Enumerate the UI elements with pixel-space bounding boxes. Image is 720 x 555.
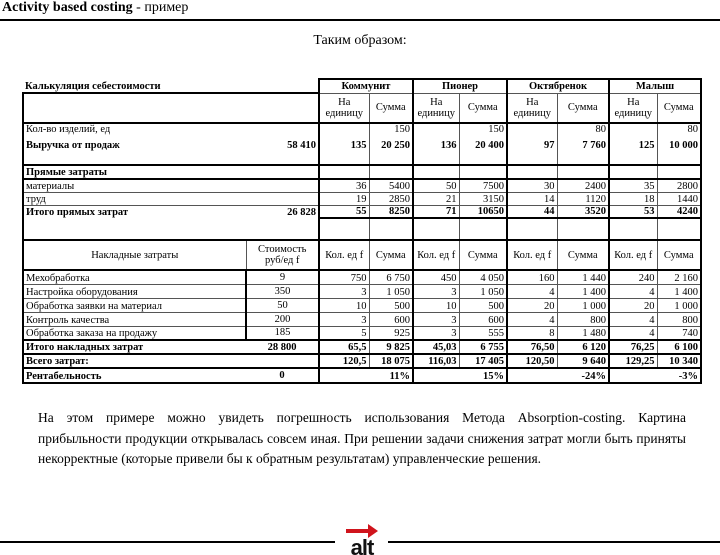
row-value: 71 [413,205,459,218]
row-label: труд [23,192,246,205]
row-value: 44 [507,205,557,218]
company-name: Коммунит [319,79,413,93]
row-value: 53 [609,205,657,218]
sum-header: Сумма [657,240,701,270]
table-row [23,368,701,383]
sum-header: Сумма [459,240,507,270]
row-value: 4 [609,312,657,326]
row-value: 3 [413,284,459,298]
row-value [369,151,413,165]
row-value: 7 760 [557,135,609,151]
row-value: 55 [319,205,369,218]
row-value: 1 000 [657,298,701,312]
row-value [319,151,369,165]
row-value: 125 [609,135,657,151]
row-value: 76,50 [507,340,557,354]
row-value: 4240 [657,205,701,218]
table-row [23,354,701,368]
row-value: 30 [507,179,557,192]
row-value: 800 [657,312,701,326]
spacer [319,218,369,240]
row-value: 35 [609,179,657,192]
row-total: 185 [246,326,319,340]
row-value [507,165,557,179]
row-value: 21 [413,192,459,205]
row-value: 14 [507,192,557,205]
footer-line-right [388,541,720,543]
row-value: 10 340 [657,354,701,368]
spacer [507,218,557,240]
row-value: 4 [507,284,557,298]
spacer [609,218,657,240]
row-value: 600 [459,312,507,326]
table-row [23,205,701,218]
row-label: материалы [23,179,246,192]
row-value: 1 050 [369,284,413,298]
row-label: Настройка оборудования [23,284,246,298]
row-value: 3 [319,284,369,298]
row-value [557,165,609,179]
row-value [609,123,657,135]
row-value: 2400 [557,179,609,192]
row-total: 200 [246,312,319,326]
row-value: 10 [319,298,369,312]
row-value: 20 [507,298,557,312]
table-row [23,179,701,192]
per-unit-header: На единицу [609,93,657,123]
table-row [23,165,701,179]
row-value [369,165,413,179]
row-value [459,151,507,165]
row-value: 4 [609,326,657,340]
row-value: 1440 [657,192,701,205]
sum-header: Сумма [557,93,609,123]
company-name: Пионер [413,79,507,93]
row-value: 10650 [459,205,507,218]
row-value: -24% [557,368,609,383]
row-value: 80 [657,123,701,135]
row-value [657,165,701,179]
row-value: 50 [413,179,459,192]
spacer [459,218,507,240]
row-value: 4 050 [459,270,507,284]
alt-logo [344,522,380,555]
row-value: 6 120 [557,340,609,354]
row-total: 50 [246,298,319,312]
row-total [246,165,319,179]
row-value: 36 [319,179,369,192]
row-label: Рентабельность [23,368,246,383]
slide-title [2,0,188,16]
row-value: 135 [319,135,369,151]
row-total [246,123,319,135]
table-row [23,270,701,284]
row-value: 7500 [459,179,507,192]
row-value: 1120 [557,192,609,205]
row-value [609,368,657,383]
row-value [319,368,369,383]
row-value [507,151,557,165]
row-value [507,368,557,383]
row-label: Контроль качества [23,312,246,326]
row-value: 3 [413,312,459,326]
row-label: Итого накладных затрат [23,340,246,354]
slide-subtitle: Таким образом: [313,33,407,48]
table-row [23,151,701,165]
table-row [23,284,701,298]
row-value: 120,5 [319,354,369,368]
row-value: 11% [369,368,413,383]
row-label: Обработка заявки на материал [23,298,246,312]
row-value: 450 [413,270,459,284]
cost-header: Стоимость руб/ед f [246,240,319,270]
row-label: Кол-во изделий, ед [23,123,246,135]
table-row [23,340,701,354]
row-total: 58 410 [287,140,316,151]
row-value: 116,03 [413,354,459,368]
row-value: 150 [369,123,413,135]
row-value [557,151,609,165]
row-label: Мехобработка [23,270,246,284]
qty-header: Кол. ед f [413,240,459,270]
row-value: 1 000 [557,298,609,312]
row-value: 500 [369,298,413,312]
row-value: 4 [507,312,557,326]
row-value: 2800 [657,179,701,192]
spacer [369,218,413,240]
title-divider [0,19,720,21]
row-value: 97 [507,135,557,151]
row-value: 800 [557,312,609,326]
sum-header: Сумма [369,240,413,270]
table-row [23,312,701,326]
row-value [413,123,459,135]
row-value: 1 400 [657,284,701,298]
row-label [23,151,246,165]
row-value [319,165,369,179]
row-value: 5 [319,326,369,340]
sum-header: Сумма [369,93,413,123]
row-value: 120,50 [507,354,557,368]
row-value: 9 825 [369,340,413,354]
qty-header: Кол. ед f [507,240,557,270]
row-value: 4 [609,284,657,298]
row-label: Итого прямых затрат [23,205,246,218]
table-row [23,218,701,240]
spacer [557,218,609,240]
row-value [319,123,369,135]
row-value: 17 405 [459,354,507,368]
spacer [23,218,319,240]
row-value: 76,25 [609,340,657,354]
table-row [23,123,701,135]
row-value [609,151,657,165]
row-value: 65,5 [319,340,369,354]
row-value: 2850 [369,192,413,205]
row-value: 500 [459,298,507,312]
sum-header: Сумма [459,93,507,123]
table-row [23,192,701,205]
row-value: 6 750 [369,270,413,284]
row-value: 240 [609,270,657,284]
row-value: 3 [413,326,459,340]
row-total [246,179,319,192]
row-label: Обработка заказа на продажу [23,326,246,340]
row-value: 18 075 [369,354,413,368]
row-total [246,192,319,205]
svg-text:alt: alt [350,535,374,555]
qty-header: Кол. ед f [319,240,369,270]
row-value [413,165,459,179]
row-label: Выручка от продаж [23,135,246,151]
row-total: 26 828 [246,205,319,218]
row-value: 600 [369,312,413,326]
sum-header: Сумма [657,93,701,123]
cost-calculation-table [22,78,702,384]
empty-cell [23,93,319,123]
row-value: 15% [459,368,507,383]
per-unit-header: На единицу [413,93,459,123]
per-unit-header: На единицу [319,93,369,123]
row-value: 20 400 [459,135,507,151]
row-value [507,123,557,135]
per-unit-header: На единицу [507,93,557,123]
row-value: 3520 [557,205,609,218]
table-row [23,298,701,312]
row-value: 8250 [369,205,413,218]
spacer [413,218,459,240]
row-value: 10 [413,298,459,312]
row-total: 28 800 [246,340,319,354]
table-row [23,93,701,123]
sum-header: Сумма [557,240,609,270]
company-name: Малыш [609,79,701,93]
row-value: 1 440 [557,270,609,284]
company-name: Октябренок [507,79,609,93]
row-value: 19 [319,192,369,205]
row-value: 5400 [369,179,413,192]
row-value: -3% [657,368,701,383]
row-value: 150 [459,123,507,135]
row-value: 750 [319,270,369,284]
row-value: 1 050 [459,284,507,298]
row-label: Всего затрат: [23,354,246,368]
table-row [23,79,701,93]
row-value: 3150 [459,192,507,205]
qty-header: Кол. ед f [609,240,657,270]
row-value [459,165,507,179]
table-row [23,135,701,151]
row-value: 160 [507,270,557,284]
row-value: 10 000 [657,135,701,151]
row-value: 555 [459,326,507,340]
table-row [23,240,701,270]
row-value: 2 160 [657,270,701,284]
row-total: 0 [246,368,319,383]
row-value: 136 [413,135,459,151]
table-row [23,326,701,340]
row-value: 8 [507,326,557,340]
row-total: 9 [246,270,319,284]
row-value: 20 [609,298,657,312]
row-value: 1 480 [557,326,609,340]
footer-line-left [0,541,335,543]
row-value: 1 400 [557,284,609,298]
row-total [246,354,319,368]
row-value [413,368,459,383]
row-value: 925 [369,326,413,340]
row-value: 45,03 [413,340,459,354]
title-bold: Activity based costing [2,0,133,15]
table-caption: Калькуляция себестоимости [23,79,319,93]
row-value: 6 100 [657,340,701,354]
row-value: 740 [657,326,701,340]
row-value [609,165,657,179]
row-value: 3 [319,312,369,326]
title-rest: - пример [132,0,189,15]
overhead-header: Накладные затраты [23,240,246,270]
row-total: 350 [246,284,319,298]
row-value: 80 [557,123,609,135]
row-value [413,151,459,165]
row-value: 20 250 [369,135,413,151]
row-value: 18 [609,192,657,205]
row-value: 6 755 [459,340,507,354]
row-label: Прямые затраты [23,165,246,179]
row-value: 9 640 [557,354,609,368]
conclusion-paragraph: На этом примере можно увидеть погрешность использования Метода Absorption-costing. Картина прибыльности продукции открывалась совсем иная. При решении задачи снижения затрат могли быть приняты некорректные (которые привели бы к обратным результатам) управленческие решения. [38,410,686,466]
row-total [246,151,319,165]
spacer [657,218,701,240]
row-value [657,151,701,165]
row-value: 129,25 [609,354,657,368]
